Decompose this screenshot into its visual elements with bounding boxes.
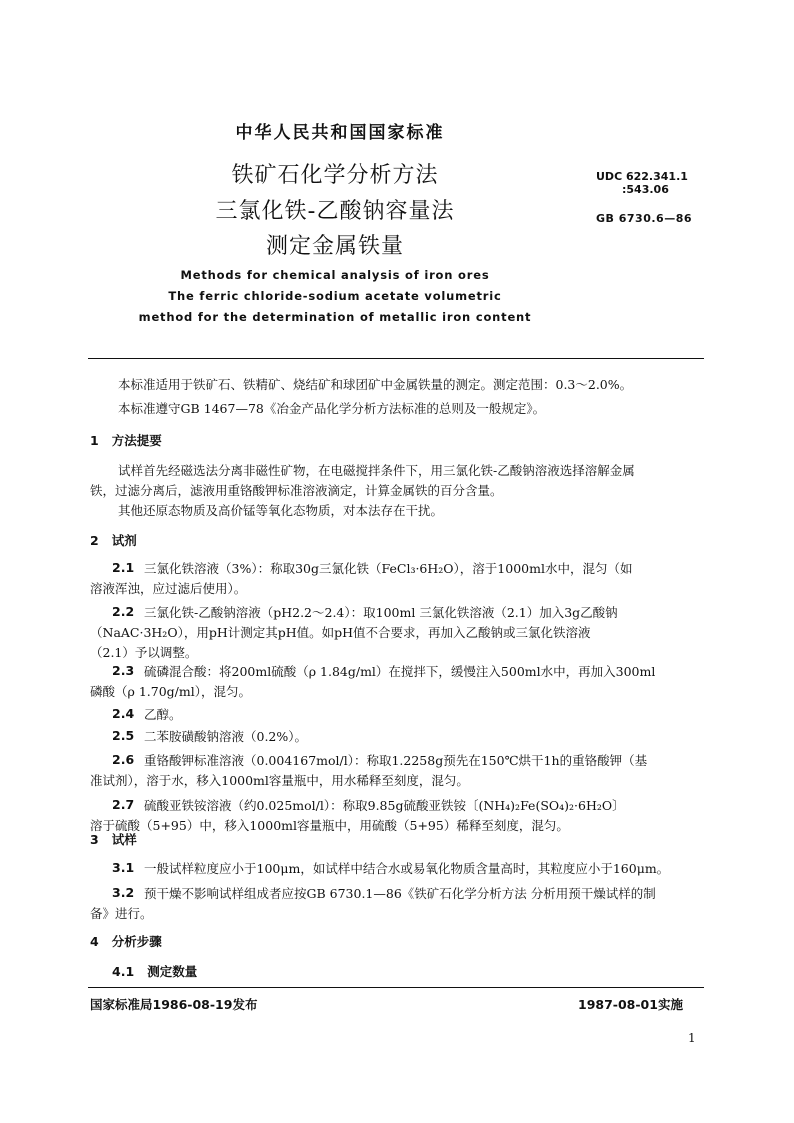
section-1-heading [90,431,162,449]
title-line-2: 三氯化铁-乙酸钠容量法 [215,199,455,224]
gb-number: GB 6730.6—86 [596,212,692,225]
section-1-line-3: 其他还原态物质及高价锰等氧化态物质，对本法存在干扰。 [118,503,444,518]
item-2-7-line-2: 溶于硫酸（5+95）中，移入1000ml容量瓶中，用硫酸（5+95）稀释至刻度，混匀。 [90,818,569,833]
section-title: 方法提要 [111,433,162,448]
section-4-heading [90,932,162,950]
item-3-1-line-1: 一般试样粒度应小于100μm，如试样中结合水或易氧化物质含量高时，其粒度应小于160μm。 [144,861,670,876]
english-title-line-1: Methods for chemical analysis of iron ores [180,268,490,282]
intro-paragraph-2: 本标准遵守GB 1467—78《冶金产品化学分析方法标准的总则及一般规定》。 [118,401,546,416]
item-3-2-number: 3.2 [112,885,135,900]
item-2-3-number: 2.3 [112,663,135,678]
item-2-3-line-2: 磷酸（ρ 1.70g/ml），混匀。 [90,684,251,699]
section-title: 试剂 [111,533,137,548]
item-2-1-line-2: 溶液浑浊，应过滤后使用）。 [90,581,247,596]
title-line-3: 测定金属铁量 [265,234,404,259]
item-2-2-line-3: （2.1）予以调整。 [90,645,198,660]
subsection-title: 测定数量 [147,964,198,979]
subsection-4-1-heading [112,962,197,980]
section-number: 1 [90,433,99,448]
item-2-2-line-1: 三氯化铁-乙酸钠溶液（pH2.2～2.4）：取100ml 三氯化铁溶液（2.1）加入3g乙酸钠 [144,605,618,620]
title-line-1: 铁矿石化学分析方法 [231,163,439,188]
header-divider [88,358,704,359]
item-2-6-line-1: 重铬酸钾标准溶液（0.004167mol/l）：称取1.2258g预先在150℃烘干1h的重铬酸钾（基 [144,753,648,768]
udc-code-line2: :543.06 [622,183,669,196]
item-2-3-line-1: 硫磷混合酸：将200ml硫酸（ρ 1.84g/ml）在搅拌下，缓慢注入500ml水中，再加入300ml [144,664,656,679]
item-2-1-line-1: 三氯化铁溶液（3%）：称取30g三氯化铁（FeCl₃·6H₂O），溶于1000ml水中，混匀（如 [144,561,633,576]
item-3-2-line-1: 预干燥不影响试样组成者应按GB 6730.1—86《铁矿石化学分析方法 分析用预干燥试样的制 [144,886,656,901]
item-3-1-number: 3.1 [112,860,135,875]
section-2-heading [90,531,137,549]
udc-code-line1: UDC 622.341.1 [596,170,688,183]
item-2-4-line-1: 乙醇。 [144,707,182,722]
section-1-line-2: 铁，过滤分离后，滤液用重铬酸钾标准溶液滴定，计算金属铁的百分含量。 [90,483,503,498]
page-number: 1 [688,1031,696,1045]
item-2-6-number: 2.6 [112,752,135,767]
section-title: 试样 [111,832,137,847]
section-number: 3 [90,832,99,847]
section-number: 4 [90,934,99,949]
item-2-7-number: 2.7 [112,797,135,812]
item-2-7-line-1: 硫酸亚铁铵溶液（约0.025mol/l）：称取9.85g硫酸亚铁铵〔(NH₄)₂Fe(SO₄)₂·6H₂O〕 [144,798,625,813]
item-2-6-line-2: 准试剂），溶于水，移入1000ml容量瓶中，用水稀释至刻度，混匀。 [90,773,469,788]
issue-date: 国家标准局1986-08-19发布 [90,997,258,1012]
section-3-heading [90,830,137,848]
item-3-2-line-2: 备》进行。 [90,906,153,921]
intro-paragraph-1: 本标准适用于铁矿石、铁精矿、烧结矿和球团矿中金属铁量的测定。测定范围：0.3～2.0%。 [118,377,633,392]
subsection-number: 4.1 [112,964,135,979]
section-number: 2 [90,533,99,548]
section-1-line-1: 试样首先经磁选法分离非磁性矿物，在电磁搅拌条件下，用三氯化铁-乙酸钠溶液选择溶解金属 [118,463,635,478]
section-title: 分析步骤 [111,934,162,949]
effective-date: 1987-08-01实施 [578,997,683,1012]
item-2-4-number: 2.4 [112,706,135,721]
item-2-1-number: 2.1 [112,560,135,575]
english-title-line-2: The ferric chloride-sodium acetate volumetric [168,289,502,303]
item-2-5-number: 2.5 [112,728,135,743]
national-standard-heading: 中华人民共和国国家标准 [235,123,445,143]
footer-divider [88,987,704,988]
english-title-line-3: method for the determination of metallic iron content [138,310,532,324]
item-2-5-line-1: 二苯胺磺酸钠溶液（0.2%）。 [144,729,308,744]
item-2-2-number: 2.2 [112,604,135,619]
item-2-2-line-2: （NaAC·3H₂O），用pH计测定其pH值。如pH值不合要求，再加入乙酸钠或三氯化铁溶液 [90,625,591,640]
